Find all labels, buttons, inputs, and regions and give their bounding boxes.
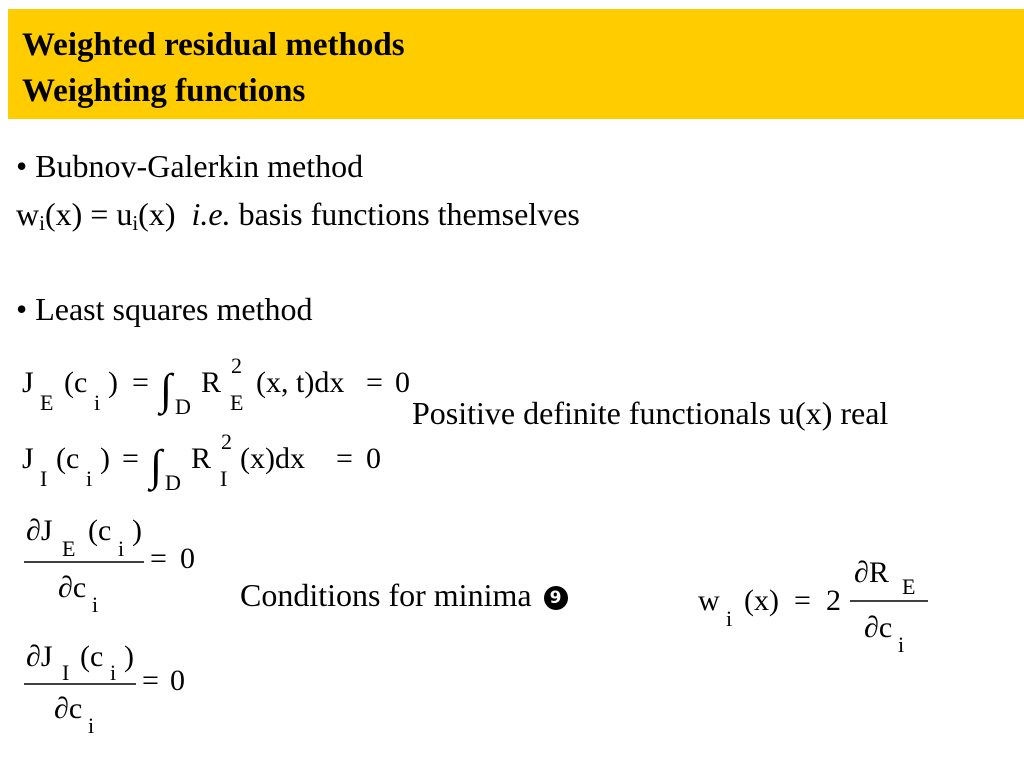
ji-sub-ci: i [86,466,93,491]
dji-zero: 0 [170,664,185,697]
equation-djE [24,514,195,617]
index-i: i [132,211,139,235]
je-j: J [22,366,34,399]
je-r-sub: E [230,390,244,415]
w-sub-i: i [726,606,733,631]
positive-definite-note: Positive definite functionals u(x) real [412,395,889,431]
ji-r-sub: I [220,466,228,491]
ji-equals: = [122,442,139,475]
ie-abbrev: i.e. [191,196,231,232]
ji-j: J [22,442,34,475]
dje-close: ) [132,514,142,547]
dje-sub-i: i [118,536,125,561]
w-num: ∂R [854,556,889,589]
ji-equals-2: = [336,442,353,475]
equation-je [22,353,410,419]
dji-den: ∂c [54,692,83,725]
dje-partial-j: ∂J [26,514,53,547]
equation-djI [24,640,185,738]
equation-ji [22,429,381,495]
conditions-text: Conditions for minima [240,577,532,613]
w-num-sub: E [902,574,916,599]
dji-sub-i: I [62,660,70,685]
ji-zero: 0 [366,442,381,475]
je-equals-2: = [366,366,383,399]
bullet-least-squares: • Least squares method [16,291,313,327]
circled-nine-icon: 9 [544,586,568,610]
slide-title: Weighted residual methods [22,27,405,63]
dji-den-sub: i [88,713,95,738]
w-w: w [698,584,720,617]
ji-tail: (x)dx [240,442,305,475]
je-integral: ∫ [160,365,173,414]
dje-equals: = [150,542,167,575]
dji-sub-ci: i [110,660,117,685]
equals-u: (x) = u [44,196,133,232]
bullet-bubnov-galerkin: • Bubnov-Galerkin method [16,148,364,184]
slide-subtitle: Weighting functions [22,73,306,109]
je-tail: (x, t)dx [256,366,345,399]
ji-open: (c [56,442,80,475]
dji-partial-j: ∂J [26,640,53,673]
index-i: i [39,211,45,235]
basis-text: basis functions themselves [230,196,580,232]
je-sub-i: i [94,390,101,415]
ji-power: 2 [221,429,232,454]
w-two: 2 [826,584,841,617]
ji-integral: ∫ [150,441,163,490]
ji-domain: D [165,470,181,495]
je-domain: D [175,394,191,419]
je-sub-e: E [40,390,54,415]
dje-sub-e: E [62,536,76,561]
dje-den: ∂c [58,571,87,604]
dji-open: (c [80,640,104,673]
je-close: ) [108,366,118,399]
je-power: 2 [231,353,242,378]
dje-den-sub: i [92,592,99,617]
w-den-sub: i [898,632,905,657]
w-symbol: w [16,196,40,232]
ji-sub-i: I [40,466,48,491]
ji-r: R [191,442,212,475]
w-den: ∂c [864,611,893,644]
je-open: (c [64,366,88,399]
je-r: R [201,366,222,399]
dji-equals: = [142,664,159,697]
je-zero: 0 [395,366,410,399]
w-equals: = [794,584,811,617]
w-x: (x) [744,584,779,617]
dje-zero: 0 [180,542,195,575]
dje-open: (c [88,514,112,547]
dji-close: ) [124,640,134,673]
paren-x: (x) [138,196,176,232]
equation-w [698,556,928,657]
je-equals: = [132,366,149,399]
ji-close: ) [100,442,110,475]
